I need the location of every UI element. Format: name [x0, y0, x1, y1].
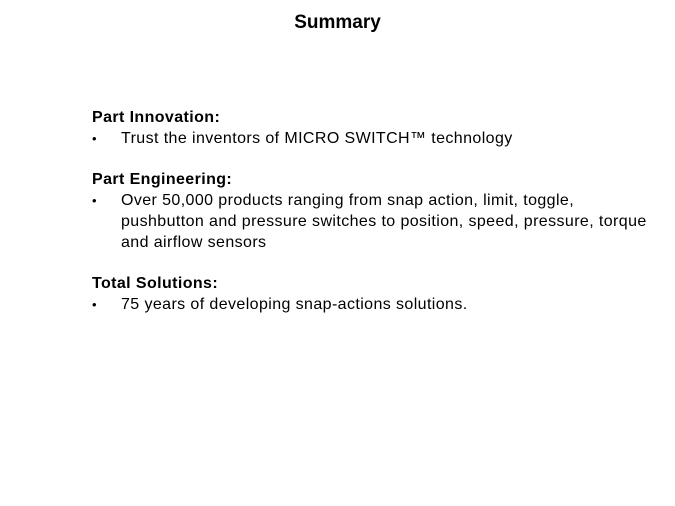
bullet-icon: • [92, 193, 97, 208]
section-total-solutions [92, 273, 652, 315]
bullet-item [92, 128, 652, 149]
bullet-list [92, 128, 652, 149]
section-heading: Total Solutions: [92, 275, 219, 292]
bullet-icon: • [92, 131, 97, 146]
section-part-engineering [92, 169, 652, 253]
bullet-list [92, 190, 652, 253]
bullet-icon: • [92, 297, 97, 312]
bullet-text: Over 50,000 products ranging from snap action, limit, toggle, pushbutton and pressure switches to position, speed, pressure, torque and airflow sensors [121, 192, 647, 251]
bullet-list [92, 294, 652, 315]
bullet-text: Trust the inventors of MICRO SWITCH™ technology [121, 130, 513, 147]
summary-content [92, 107, 652, 335]
slide-title: Summary [294, 12, 381, 33]
section-heading: Part Innovation: [92, 109, 221, 126]
section-heading: Part Engineering: [92, 171, 233, 188]
bullet-item [92, 294, 652, 315]
bullet-item [92, 190, 652, 253]
section-part-innovation [92, 107, 652, 149]
bullet-text: 75 years of developing snap-actions solutions. [121, 296, 468, 313]
